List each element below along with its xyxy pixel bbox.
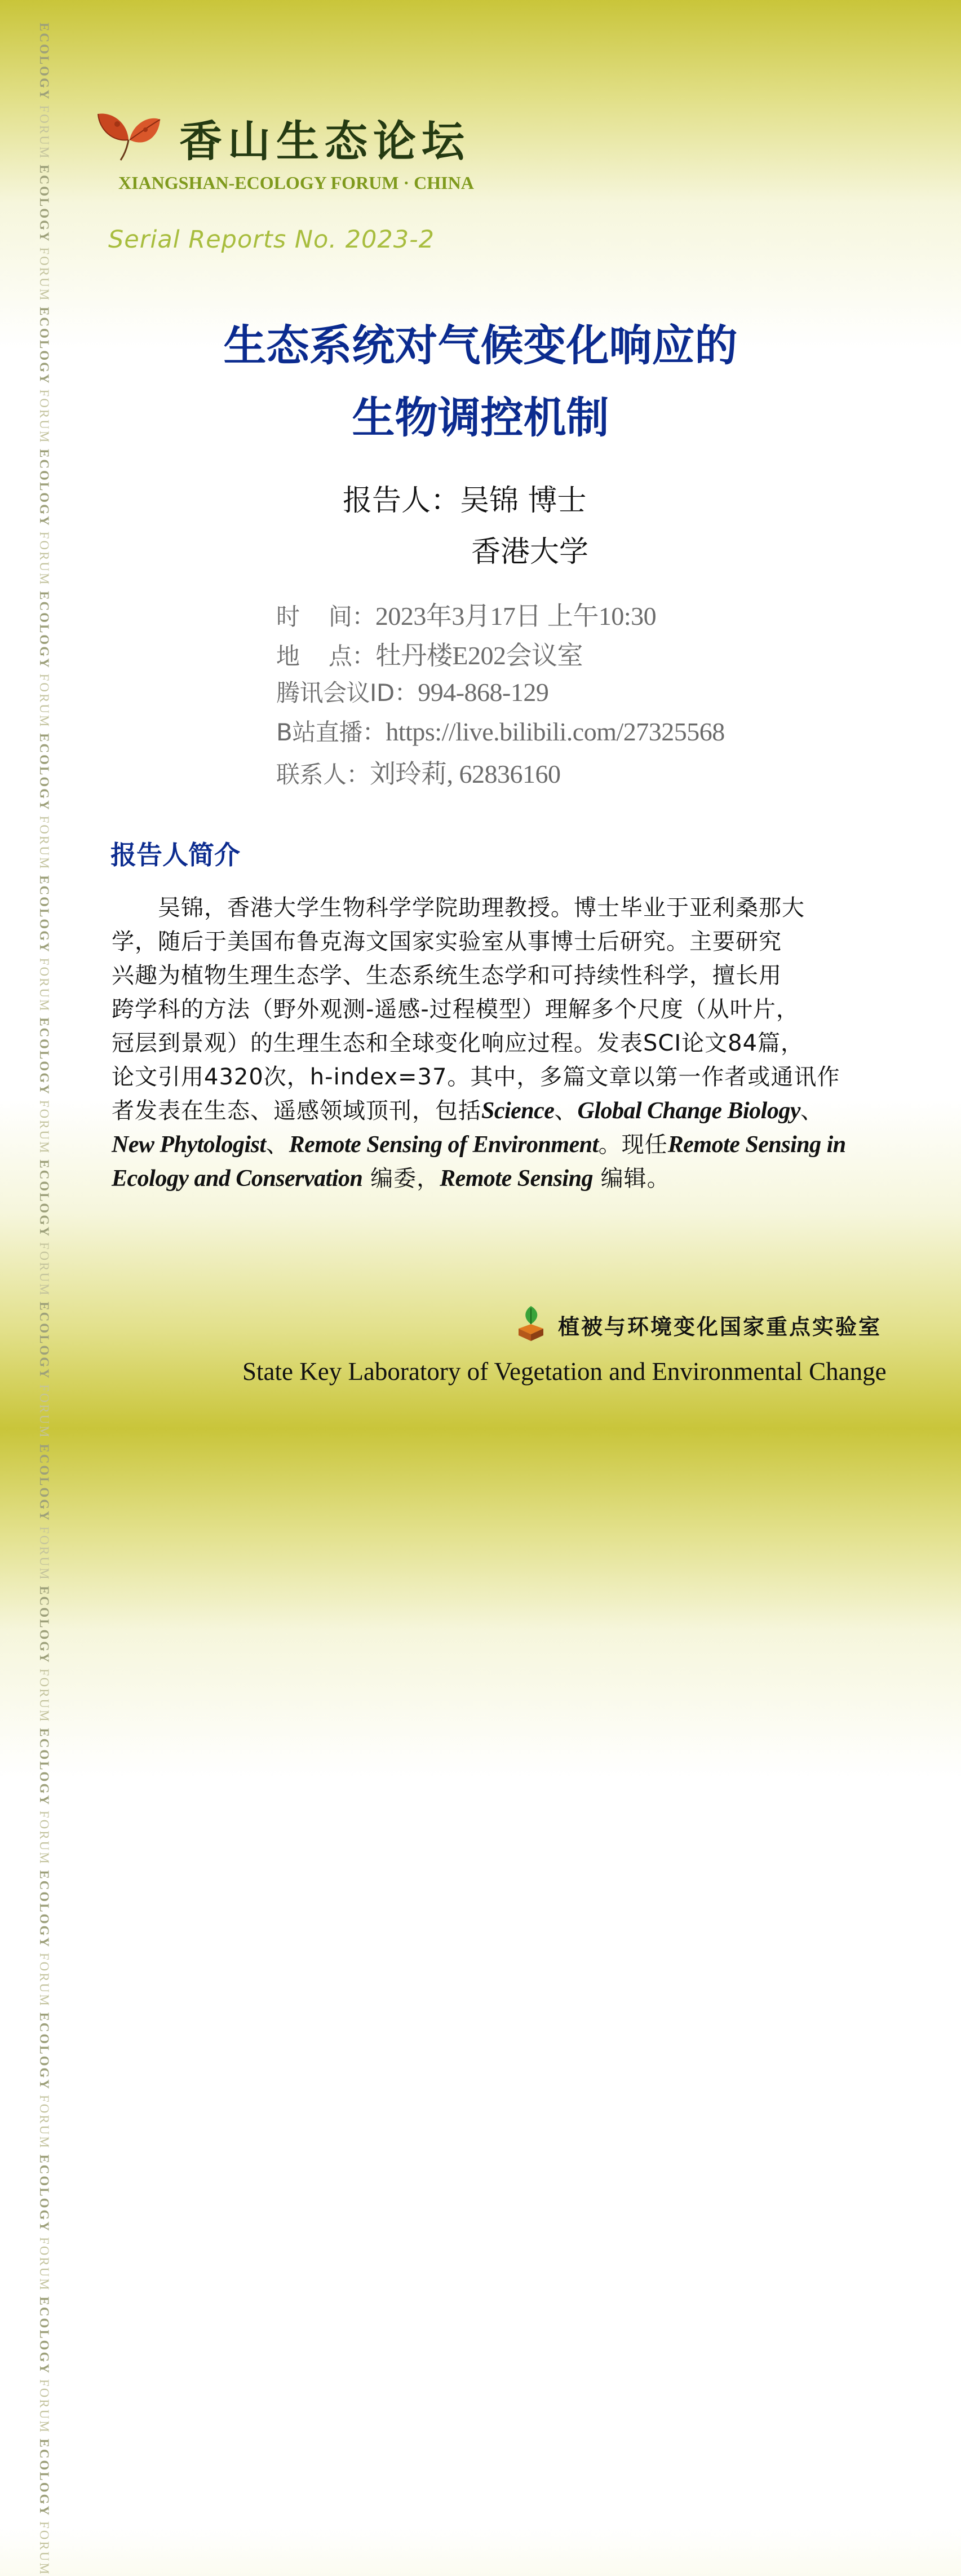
info-time xyxy=(276,596,656,633)
info-contact-value: 刘玲莉, 62836160 xyxy=(370,760,561,788)
speaker-line xyxy=(343,477,587,519)
info-meeting-id-label: 腾讯会议ID： xyxy=(276,679,418,707)
info-location-value: 牡丹楼E202会议室 xyxy=(375,641,583,670)
bio-line-9 xyxy=(112,1161,895,1193)
info-livestream-label: B站直播： xyxy=(276,718,386,746)
side-band-word-forum: FORUM xyxy=(37,1526,51,1586)
side-band-word-ecology: ECOLOGY xyxy=(37,2012,51,2095)
bio-line-7-text: 者发表在生态、遥感领域顶刊，包括 xyxy=(112,1098,481,1124)
side-band-word-ecology: ECOLOGY xyxy=(37,1870,51,1953)
journal-remote-sensing-of-environment: Remote Sensing of Environment xyxy=(289,1132,599,1158)
bio-line-8-text: 。现任 xyxy=(598,1132,668,1158)
side-band-word-ecology: ECOLOGY xyxy=(37,2296,51,2379)
side-band-word-ecology: ECOLOGY xyxy=(37,307,51,390)
side-band-word-ecology: ECOLOGY xyxy=(37,1302,51,1384)
bio-separator: 、 xyxy=(554,1098,578,1124)
lab-name-cn: 植被与环境变化国家重点实验室 xyxy=(558,1315,882,1339)
side-band-word-ecology: ECOLOGY xyxy=(37,2154,51,2237)
side-band-word-forum: FORUM xyxy=(37,673,51,734)
forum-name-cn: 香山生态论坛 xyxy=(179,116,470,166)
side-band-word-forum: FORUM xyxy=(37,958,51,1018)
side-band-word-ecology: ECOLOGY xyxy=(37,2438,51,2521)
bio-line-8 xyxy=(112,1127,895,1159)
side-band-word-forum: FORUM xyxy=(37,1810,51,1871)
side-band xyxy=(27,23,61,2576)
journal-global-change-biology: Global Change Biology xyxy=(577,1098,800,1124)
side-band-word-forum: FORUM xyxy=(37,1242,51,1302)
bio-line-1: 吴锦，香港大学生物科学学院助理教授。博士毕业于亚利桑那大 xyxy=(112,895,805,921)
info-location xyxy=(276,635,583,672)
talk-title-line-1: 生态系统对气候变化响应的 xyxy=(223,320,738,370)
side-band-word-ecology: ECOLOGY xyxy=(37,1159,51,1242)
talk-title-line-2: 生物调控机制 xyxy=(352,392,609,443)
info-contact-label: 联系人： xyxy=(276,761,370,788)
side-band-word-forum: FORUM xyxy=(37,247,51,307)
bio-line-5: 冠层到景观）的生理生态和全球变化响应过程。发表SCI论文84篇， xyxy=(112,1030,804,1056)
side-band-word-ecology: ECOLOGY xyxy=(37,23,51,105)
side-band-word-ecology: ECOLOGY xyxy=(37,733,51,816)
bio-line-3: 兴趣为植物生理生态学、生态系统生态学和可持续性科学，擅长用 xyxy=(112,963,782,989)
info-meeting-id xyxy=(276,674,548,708)
side-band-word-forum: FORUM xyxy=(37,1668,51,1728)
info-location-label: 地 点： xyxy=(276,642,375,670)
side-band-word-forum: FORUM xyxy=(37,531,51,592)
bio-line-6: 论文引用4320次，h-index=37。其中，多篇文章以第一作者或通讯作 xyxy=(112,1064,840,1090)
side-band-word-forum: FORUM xyxy=(37,389,51,449)
side-band-word-ecology: ECOLOGY xyxy=(37,1586,51,1669)
bio-line-2: 学，随后于美国布鲁克海文国家实验室从事博士后研究。主要研究 xyxy=(112,929,782,955)
journal-remote-sensing: Remote Sensing xyxy=(440,1166,593,1192)
journal-rsec-part-2: Ecology and Conservation xyxy=(112,1166,363,1192)
info-meeting-id-value: 994-868-129 xyxy=(418,678,549,707)
bio-separator: 、 xyxy=(265,1132,289,1158)
journal-new-phytologist: New Phytologist xyxy=(112,1132,266,1158)
info-time-label: 时 间： xyxy=(276,603,375,630)
side-band-word-ecology: ECOLOGY xyxy=(37,875,51,958)
bio-heading: 报告人简介 xyxy=(110,840,240,870)
side-band-word-forum: FORUM xyxy=(37,2094,51,2155)
journal-rsec-part-1: Remote Sensing in xyxy=(667,1132,846,1158)
bio-line-9-end: 编辑。 xyxy=(592,1166,670,1192)
side-band-word-ecology: ECOLOGY xyxy=(37,449,51,532)
info-contact xyxy=(276,753,561,791)
side-band-word-forum: FORUM xyxy=(37,815,51,876)
leaf-logo-icon xyxy=(96,107,163,164)
lab-logo-icon xyxy=(514,1303,548,1343)
bio-line-7 xyxy=(112,1093,895,1125)
side-band-word-ecology: ECOLOGY xyxy=(37,1444,51,1527)
lab-name-en: State Key Laboratory of Vegetation and Environmental Change xyxy=(242,1357,887,1386)
side-band-word-forum: FORUM xyxy=(37,105,51,165)
speaker-label: 报告人： xyxy=(343,484,460,518)
speaker-affiliation: 香港大学 xyxy=(471,535,589,569)
info-livestream-link[interactable]: https://live.bilibili.com/27325568 xyxy=(386,717,725,746)
side-band-word-forum: FORUM xyxy=(37,1384,51,1444)
side-band-word-forum: FORUM xyxy=(37,2521,51,2576)
bio-line-9-text: 编委， xyxy=(362,1166,440,1192)
side-band-word-forum: FORUM xyxy=(37,1100,51,1160)
info-livestream xyxy=(276,714,725,748)
journal-science: Science xyxy=(481,1098,555,1124)
side-band-word-forum: FORUM xyxy=(37,2379,51,2439)
bio-line-4: 跨学科的方法（野外观测-遥感-过程模型）理解多个尺度（从叶片， xyxy=(112,996,799,1022)
side-band-word-ecology: ECOLOGY xyxy=(37,1728,51,1811)
serial-report-number: Serial Reports No. 2023-2 xyxy=(108,226,435,254)
speaker-name: 吴锦 博士 xyxy=(460,484,587,518)
bio-separator: 、 xyxy=(800,1098,823,1124)
side-band-word-ecology: ECOLOGY xyxy=(37,591,51,674)
side-band-word-ecology: ECOLOGY xyxy=(37,165,51,248)
forum-name-en: XIANGSHAN-ECOLOGY FORUM · CHINA xyxy=(118,173,474,193)
info-time-value: 2023年3月17日 上午10:30 xyxy=(375,602,657,630)
side-band-word-forum: FORUM xyxy=(37,1952,51,2013)
side-band-word-ecology: ECOLOGY xyxy=(37,1017,51,1100)
side-band-word-forum: FORUM xyxy=(37,2237,51,2297)
